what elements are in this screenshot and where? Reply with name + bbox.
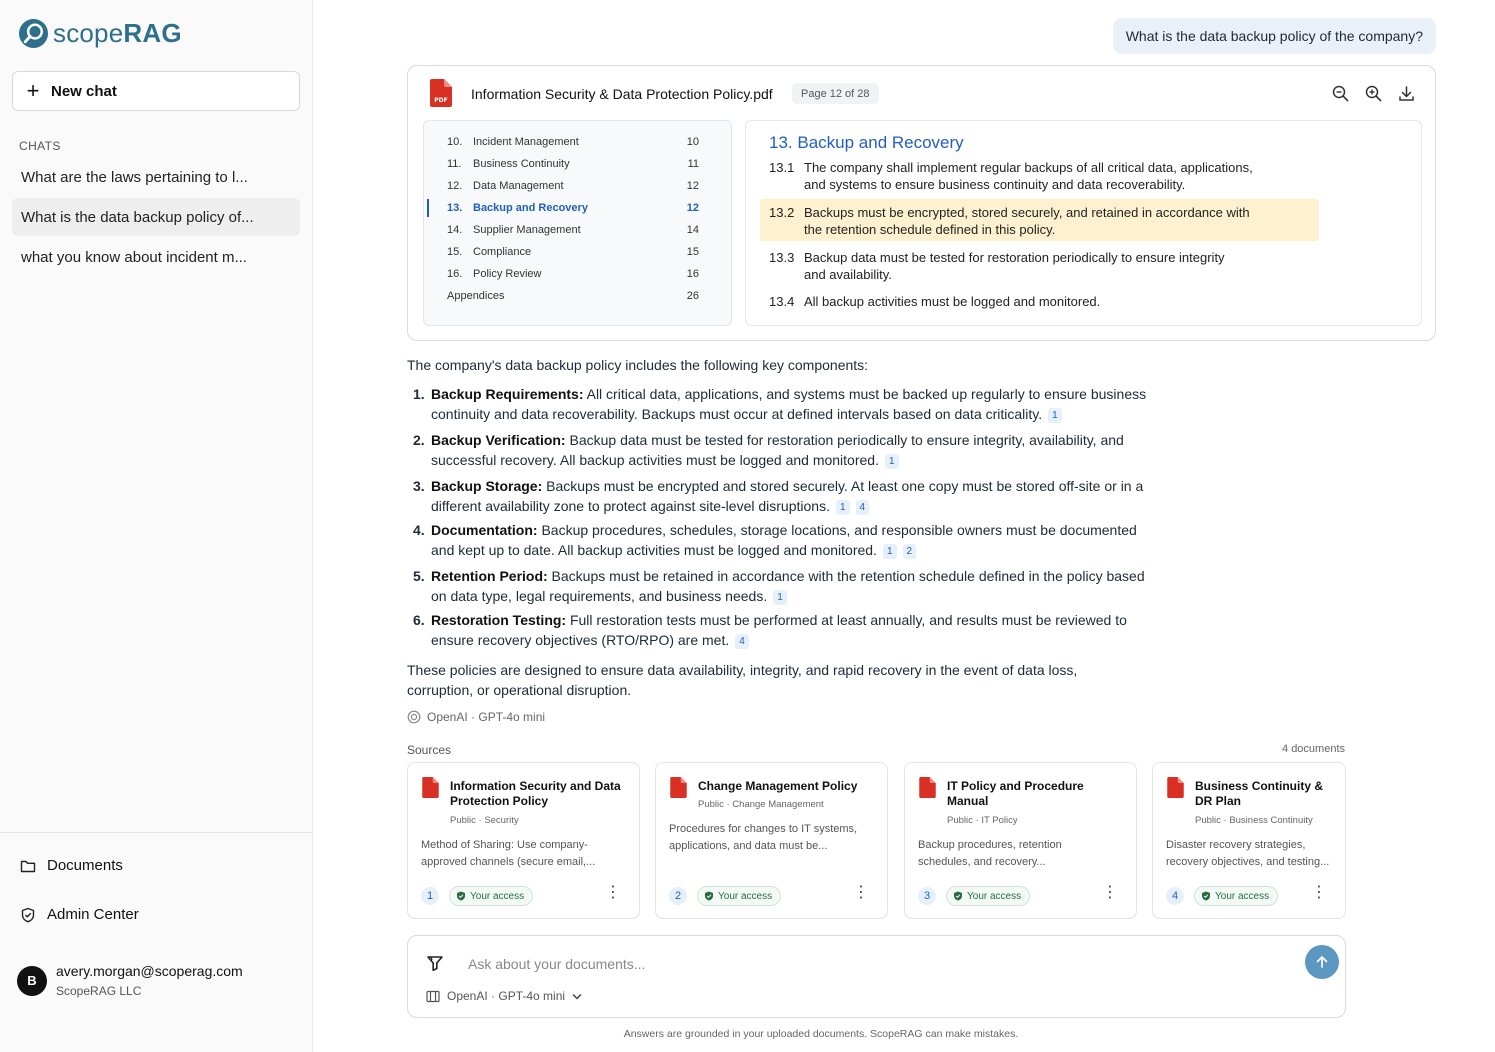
answer-outro: These policies are designed to ensure data availability, integrity, and rapid recovery in the event of data loss, corruption, or operational disruption. <box>407 662 1078 698</box>
citation-badge[interactable]: 2 <box>903 544 917 559</box>
model-selector[interactable] <box>426 989 582 1003</box>
user-email: avery.morgan@scoperag.com <box>56 963 243 979</box>
more-options-icon[interactable]: ⋮ <box>605 884 621 901</box>
toc-item-active[interactable]: 13. Backup and Recovery 12 <box>424 197 731 219</box>
shield-check-icon <box>704 891 714 901</box>
access-badge: Your access <box>946 886 1030 906</box>
app-root: scopeRAG + New chat CHATS What are the laws pertaining to l... What is the data backup policy of... what you know about incident m... Documents Admin Center B avery.morgan@scoperag.com ScopeRAG LLC What is the data backup policy of the company? PDF Information Security & Data Protection Policy.pdf Page 12 of 28 10. Incident Management 10 11. Business Continuity 11 12. Data Management 12 13. Backup and Recovery 12 14. Supplier Management 14 15. Compliance 15 16. Policy Review 16 Appendices 26 13. Backup and Recovery 13.1 The company shall implement regular backups of all critical data, applications, and systems to ensure business continuity and data recoverability. 13.2 Backups must be encrypted, stored securely, and retained in accordance with the retention schedule defined in this policy. 13.3 Backup data must be tested for restoration periodically to ensure integrity and availability. 13.4 All backup activities must be logged and monitored. The company's data backup policy includes the following key components: 1. Backup Requirements: All critical data, applications, and systems must be backed up regularly to ensure business continuity and data recoverability. Backups must occur at defined intervals based on data criticality. 1 2. Backup Verification: Backup data must be tested for restoration periodically to ensure integrity, availability, and successful recovery. All backup activities must be logged and monitored. 1 3. Backup Storage: Backups must be encrypted and stored securely. At least one copy must be stored off-site or in a different availability zone to protect against site-level disruptions. 1 4 4. Documentation: Backup procedures, schedules, storage locations, and responsible owners must be documented and kept up to date. All backup activities must be logged and monitored. 1 2 5. Retention Period: Backups must be retained in accordance with the retention schedule defined in the policy based on data type, legal requirements, and business needs. 1 6. Restoration Testing: Full restoration tests must be performed at least annually, and results must be reviewed to ensure recovery objectives (RTO/RPO) are met. 4 These policies are designed to ensure data availability, integrity, and rapid recovery in the event of data loss, corruption, or operational disruption. OpenAI · GPT-4o mini Sources 4 documents Information Security and Data Protection Policy Public · Security Method of Sharing: Use company- approved channels (secure email,... 1 Your access ⋮ Change Management Policy Public · Change Management Procedures for changes to IT systems, applications, and data must be... 2 Your access ⋮ IT Policy and Procedure Manual Public · IT Policy Backup procedures, retention schedules, and recovery... 3 Your access ⋮ Business Continuity & DR Plan Public · Business Continuity Disaster recovery strategies, recovery objectives, and testing... 4 Your access ⋮ Ask about your documents... OpenAI · GPT-4o mini Answers are grounded in your uploaded documents. ScopeRAG can make mistakes. <box>0 0 1495 1052</box>
source-description: Method of Sharing: Use company- approved channels (secure email,... <box>421 839 596 868</box>
toc-item[interactable]: Appendices 26 <box>447 290 699 302</box>
source-number: 2 <box>669 887 687 905</box>
chevron-down-icon <box>572 993 582 1000</box>
chat-item[interactable] <box>12 158 300 196</box>
chat-item[interactable] <box>12 238 300 276</box>
section-title: 13. Backup and Recovery <box>769 133 964 152</box>
source-meta: Public · IT Policy <box>947 815 1018 826</box>
source-description: Procedures for changes to IT systems, applications, and data must be... <box>669 823 858 852</box>
sources-count: 4 documents <box>1282 743 1345 755</box>
access-badge: Your access <box>449 886 533 906</box>
source-title: Business Continuity & DR Plan <box>1195 779 1324 808</box>
toc-item[interactable]: 11. Business Continuity 11 <box>447 158 699 170</box>
citation-badge[interactable]: 1 <box>883 544 897 559</box>
toc-item[interactable]: 12. Data Management 12 <box>447 180 699 192</box>
viewer-file-name: Information Security & Data Protection Policy.pdf <box>471 86 773 102</box>
source-number: 4 <box>1166 887 1184 905</box>
new-chat-label: New chat <box>51 82 117 100</box>
sidebar-divider <box>0 832 312 833</box>
chat-item-label: What are the laws pertaining to l... <box>21 168 248 186</box>
zoom-out-icon <box>1332 85 1349 102</box>
source-description: Disaster recovery strategies, recovery objectives, and testing... <box>1166 839 1330 868</box>
folder-icon <box>20 858 36 874</box>
pdf-icon <box>430 79 452 107</box>
source-card[interactable] <box>1152 762 1346 919</box>
documents-label: Documents <box>47 857 123 874</box>
composer <box>407 935 1346 1018</box>
source-meta: Public · Change Management <box>698 799 824 810</box>
chat-item-active[interactable] <box>12 198 300 236</box>
pdf-icon <box>422 777 439 798</box>
source-description: Backup procedures, retention schedules, and recovery... <box>918 839 1062 868</box>
answer-model-tag <box>407 710 545 724</box>
access-badge: Your access <box>697 886 781 906</box>
model-icon <box>426 990 440 1003</box>
answer-intro: The company's data backup policy includes the following key components: <box>407 357 869 373</box>
source-number: 3 <box>918 887 936 905</box>
toc-item[interactable]: 16. Policy Review 16 <box>447 268 699 280</box>
user-message: What is the data backup policy of the company? <box>1113 18 1436 54</box>
citation-badge[interactable]: 1 <box>836 500 850 515</box>
more-options-icon[interactable]: ⋮ <box>1102 884 1118 901</box>
shield-check-icon <box>953 891 963 901</box>
source-title: IT Policy and Procedure Manual <box>947 779 1084 808</box>
openai-icon <box>407 710 421 724</box>
sidebar <box>0 0 313 1052</box>
filter-icon[interactable] <box>426 954 444 972</box>
toc-item[interactable]: 15. Compliance 15 <box>447 246 699 258</box>
zoom-in-button[interactable] <box>1363 83 1383 103</box>
chat-input[interactable] <box>468 954 1288 974</box>
source-card[interactable] <box>655 762 888 919</box>
arrow-up-icon <box>1315 955 1329 969</box>
source-meta: Public · Security <box>450 815 519 826</box>
shield-check-icon <box>456 891 466 901</box>
shield-icon <box>20 907 36 923</box>
logo[interactable] <box>18 18 182 49</box>
send-button[interactable] <box>1305 945 1339 979</box>
documents-link[interactable] <box>20 857 123 874</box>
zoom-out-button[interactable] <box>1330 83 1350 103</box>
model-tag-label: OpenAI · GPT-4o mini <box>427 710 546 724</box>
pdf-icon <box>1167 777 1184 798</box>
toc-item[interactable]: 14. Supplier Management 14 <box>447 224 699 236</box>
plus-icon: + <box>26 78 40 103</box>
chat-item-label: what you know about incident m... <box>21 248 247 266</box>
toc-item[interactable]: 10. Incident Management 10 <box>447 136 699 148</box>
source-number: 1 <box>421 887 439 905</box>
source-title: Change Management Policy <box>698 779 858 793</box>
logo-icon <box>18 18 49 49</box>
citation-badge[interactable]: 4 <box>735 634 749 649</box>
citation-badge[interactable]: 4 <box>856 500 870 515</box>
source-card[interactable] <box>904 762 1137 919</box>
more-options-icon[interactable]: ⋮ <box>1311 884 1327 901</box>
citation-badge[interactable]: 1 <box>773 590 787 605</box>
citation-badge[interactable]: 1 <box>1048 408 1062 423</box>
user-org: ScopeRAG LLC <box>56 984 142 998</box>
admin-center-link[interactable] <box>20 906 139 923</box>
admin-center-label: Admin Center <box>47 906 139 923</box>
download-icon <box>1398 85 1415 102</box>
user-profile[interactable] <box>17 963 243 998</box>
zoom-in-icon <box>1365 85 1382 102</box>
source-meta: Public · Business Continuity <box>1195 815 1313 826</box>
logo-text: scopeRAG <box>53 18 182 48</box>
pdf-icon <box>670 777 687 798</box>
chat-item-label: What is the data backup policy of... <box>21 208 254 226</box>
citation-badge[interactable]: 1 <box>885 454 899 469</box>
table-of-contents <box>423 120 732 326</box>
pdf-icon <box>919 777 936 798</box>
chat-list <box>12 158 300 278</box>
document-page: 13. Backup and Recovery 13.1 The company shall implement regular backups of all critical data, applications, and systems to ensure business continuity and data recoverability. 13.2 Backups must be encrypted, stored securely, and retained in accordance with the retention schedule defined in this policy. 13.3 Backup data must be tested for restoration periodically to ensure integrity and availability. 13.4 All backup activities must be logged and monitored. <box>745 120 1422 326</box>
source-card[interactable] <box>407 762 640 919</box>
source-title: Information Security and Data Protection Policy <box>450 779 621 808</box>
shield-check-icon <box>1201 891 1211 901</box>
avatar: B <box>17 966 47 996</box>
document-viewer <box>407 65 1436 341</box>
svg-text:PDF: PDF <box>434 97 448 104</box>
model-selector-label: OpenAI · GPT-4o mini <box>447 989 566 1003</box>
more-options-icon[interactable]: ⋮ <box>853 884 869 901</box>
download-button[interactable] <box>1396 83 1416 103</box>
sources-label: Sources <box>407 743 452 757</box>
disclaimer: Answers are grounded in your uploaded documents. ScopeRAG can make mistakes. <box>623 1028 1019 1040</box>
new-chat-button[interactable] <box>12 71 300 111</box>
page-badge: Page 12 of 28 <box>792 83 879 104</box>
chats-heading: CHATS <box>19 139 61 153</box>
access-badge: Your access <box>1194 886 1278 906</box>
